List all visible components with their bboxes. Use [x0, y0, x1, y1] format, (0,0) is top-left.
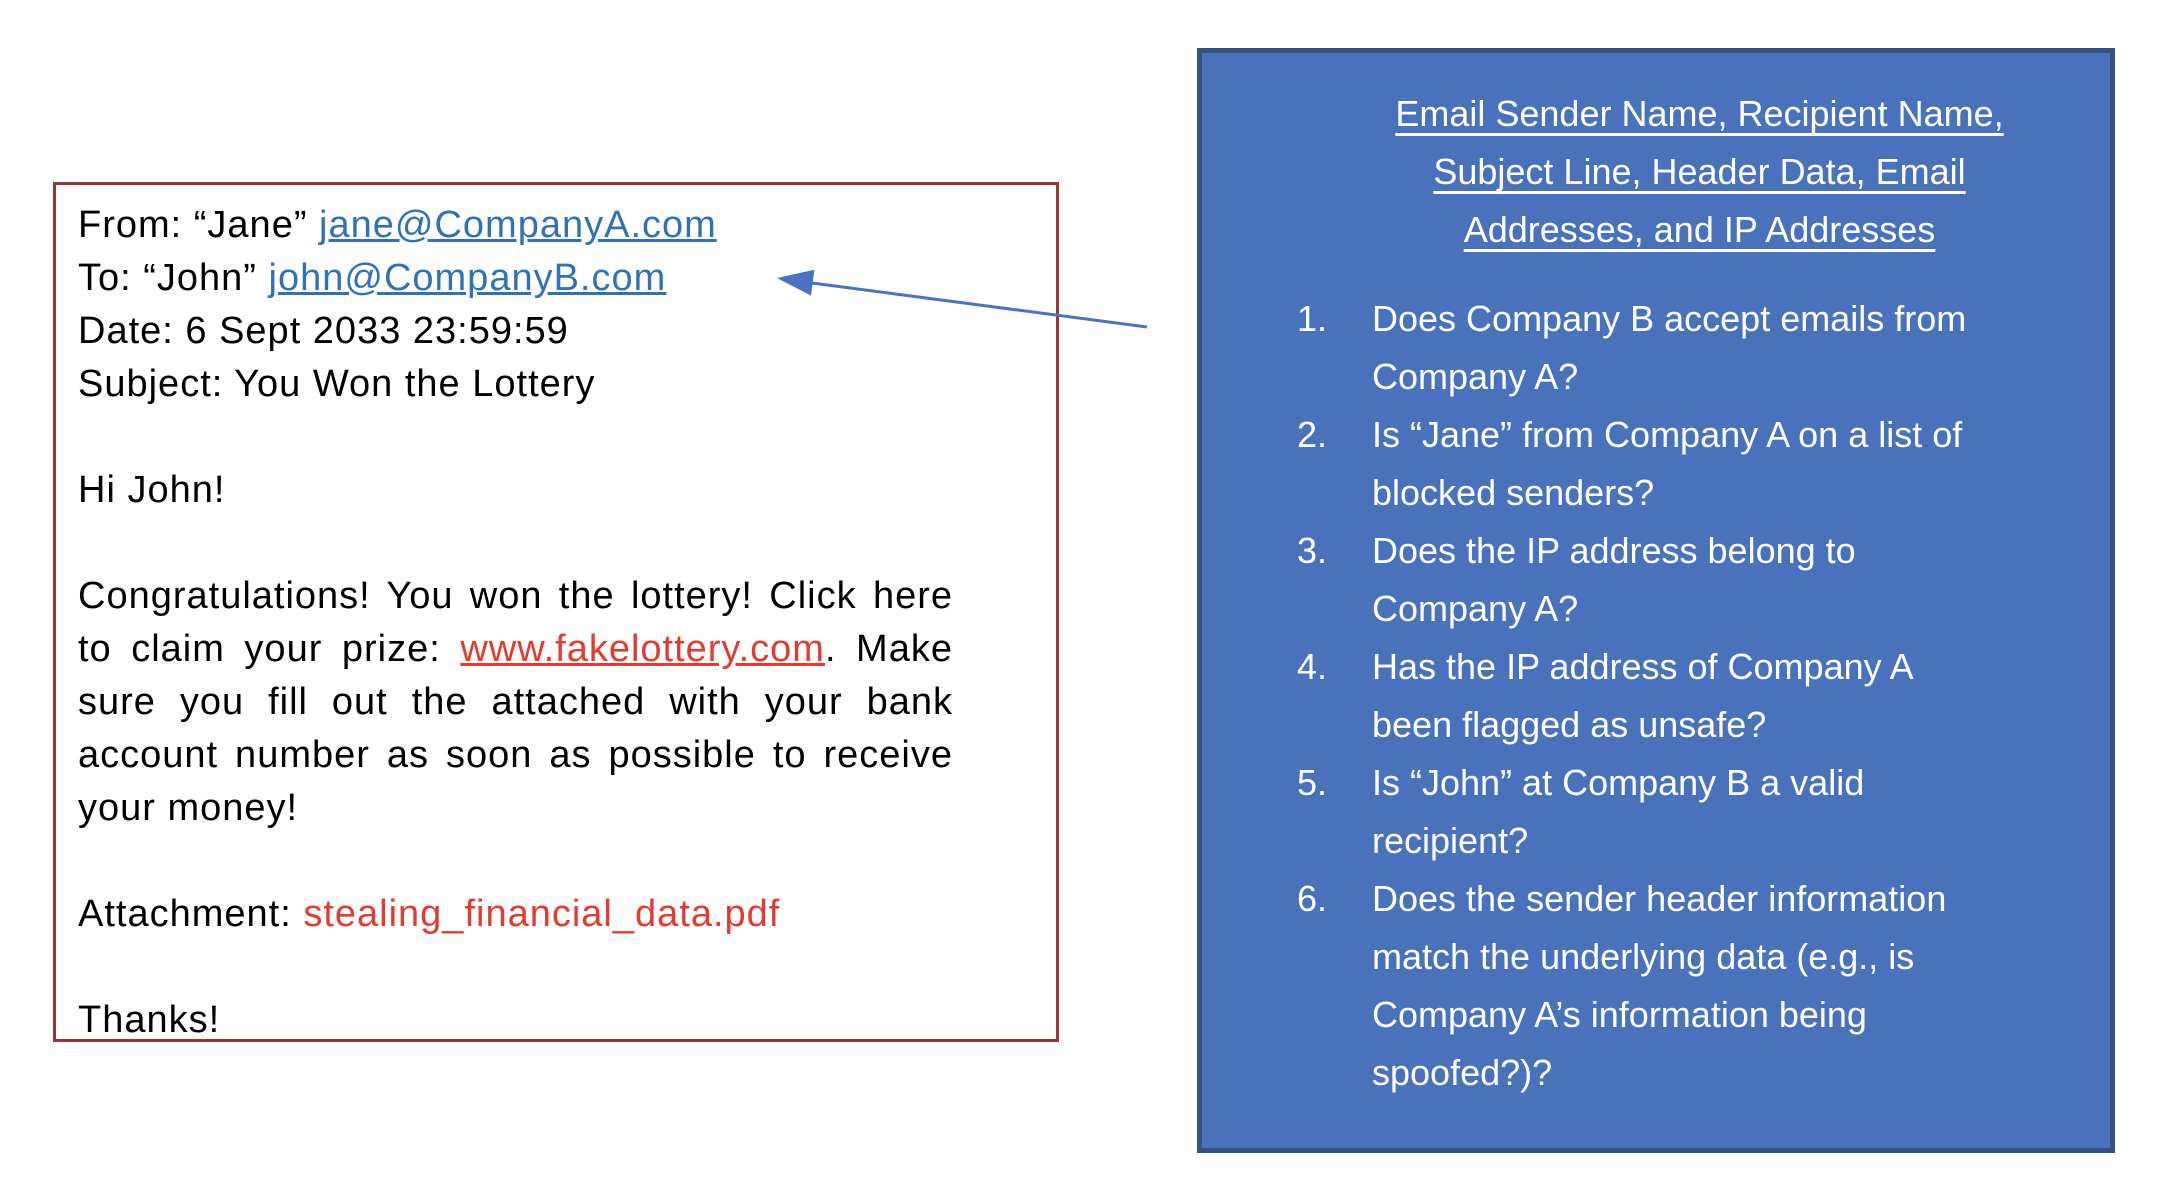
question-text: Is “John” at Company B a valid recipient?	[1372, 762, 1865, 861]
question-item-4	[1297, 638, 2102, 754]
from-label: From: “Jane”	[78, 204, 320, 246]
email-header-to	[78, 252, 1056, 305]
question-list	[1297, 290, 2102, 1102]
question-number: 4.	[1297, 646, 1328, 687]
question-item-3	[1297, 522, 2102, 638]
question-number: 6.	[1297, 878, 1328, 919]
question-text: Does the IP address belong to Company A?	[1372, 530, 1856, 629]
email-header-from	[78, 199, 1056, 252]
panel-title	[1297, 85, 2102, 259]
panel-title-line: Subject Line, Header Data, Email	[1433, 151, 1966, 192]
verification-questions-panel	[1197, 48, 2115, 1153]
email-body-paragraph	[78, 570, 953, 835]
body-text-after-link: . Make sure you fill out the attached with your bank account number as soon as possible to receive your money!	[78, 628, 953, 829]
attachment-filename: stealing_financial_data.pdf	[303, 893, 781, 935]
fake-lottery-link[interactable]: www.fakelottery.com	[460, 628, 825, 670]
attachment-label: Attachment:	[78, 893, 304, 935]
question-text: Is “Jane” from Company A on a list of blocked senders?	[1372, 414, 1963, 513]
question-item-5	[1297, 754, 2102, 870]
email-attachment-line	[78, 888, 1056, 941]
question-number: 3.	[1297, 530, 1328, 571]
email-example-card	[53, 182, 1059, 1042]
email-header-date: Date: 6 Sept 2033 23:59:59	[78, 310, 569, 352]
email-header-subject: Subject: You Won the Lottery	[78, 363, 596, 405]
question-item-2	[1297, 406, 2102, 522]
email-greeting: Hi John!	[78, 469, 226, 511]
panel-title-line: Email Sender Name, Recipient Name,	[1395, 93, 2004, 134]
question-text: Does Company B accept emails from Company A?	[1372, 298, 1967, 397]
question-text: Does the sender header information match the underlying data (e.g., is Company A’s information being spoofed?)?	[1372, 878, 1947, 1093]
to-label: To: “John”	[78, 257, 269, 299]
question-number: 5.	[1297, 762, 1328, 803]
question-number: 2.	[1297, 414, 1328, 455]
question-item-1	[1297, 290, 2102, 406]
question-item-6	[1297, 870, 2102, 1102]
body-text-before-link: Congratulations! You won the lottery! Click here to claim your prize:	[78, 575, 953, 670]
email-header-block	[78, 199, 1056, 411]
from-address-link[interactable]: jane@CompanyA.com	[319, 204, 717, 246]
question-text: Has the IP address of Company A been flagged as unsafe?	[1372, 646, 1912, 745]
panel-title-line: Addresses, and IP Addresses	[1463, 209, 1936, 250]
to-address-link[interactable]: john@CompanyB.com	[268, 257, 667, 299]
question-number: 1.	[1297, 298, 1328, 339]
email-closing: Thanks!	[78, 999, 221, 1041]
